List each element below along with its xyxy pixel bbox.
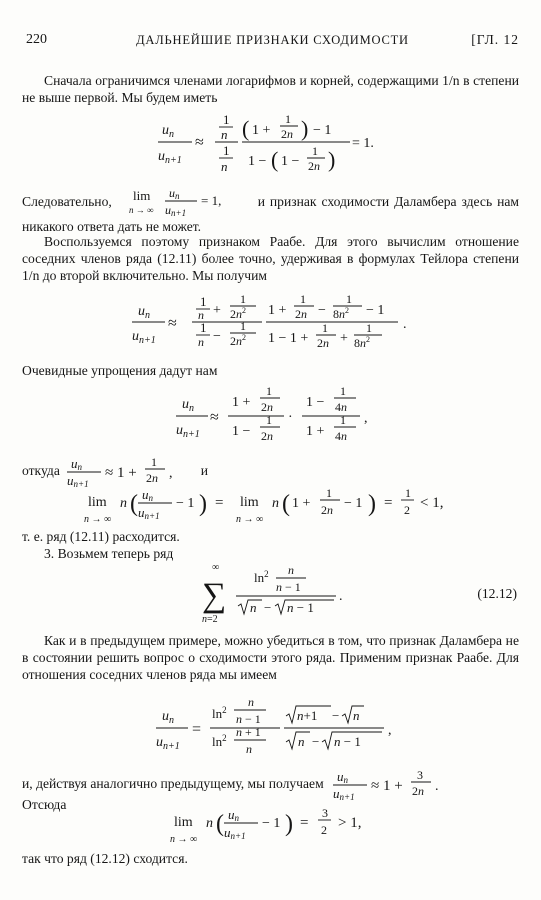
paragraph-whence-and: и [200, 463, 208, 478]
svg-text:1: 1 [405, 486, 411, 500]
svg-text:+: + [340, 331, 348, 346]
svg-text:(: ( [282, 491, 290, 517]
svg-text:1: 1 [200, 294, 207, 309]
svg-text:n: n [288, 563, 294, 577]
svg-text:un+1: $u_{n+1}$ [132, 329, 156, 346]
svg-text:un+1: $u_{n+1}$ [158, 149, 182, 166]
svg-text:≈: ≈ [195, 134, 204, 151]
svg-text:,: , [169, 466, 173, 481]
svg-text:n − 1: n − 1 [287, 600, 314, 615]
paragraph-whence [22, 455, 519, 489]
running-title: ДАЛЬНЕЙШИЕ ПРИЗНАКИ СХОДИМОСТИ [136, 33, 409, 47]
equation-ratio-first-order [0, 110, 541, 182]
svg-text:1: 1 [266, 413, 272, 427]
svg-text:≈ 1 +: ≈ 1 + [371, 778, 403, 794]
svg-text:n → ∞: n → ∞ [170, 834, 198, 845]
svg-text:un+1: $u_{n+1}$ [176, 423, 200, 440]
svg-text:−: − [312, 734, 320, 749]
svg-text:1 +: 1 + [306, 424, 325, 439]
svg-text:=: = [300, 815, 309, 831]
svg-text:n: n [250, 600, 257, 615]
svg-text:(: ( [130, 491, 138, 517]
svg-text:< 1,: < 1, [420, 495, 444, 511]
svg-text:2n: 2n [412, 784, 425, 798]
svg-text:1: 1 [366, 321, 372, 335]
paragraph-intro: Сначала ограничимся членами логарифмов и корней, содержащими 1/n в степени не выше первой. Мы будем иметь [22, 73, 519, 105]
svg-text:8n2: $8n^2$ [333, 306, 349, 321]
svg-text:1 − 1 +: 1 − 1 + [268, 331, 309, 346]
chapter-label: [ГЛ. 12 [471, 32, 519, 47]
svg-text:ln2: $\ln^2$ [254, 569, 269, 585]
svg-text:2: 2 [404, 503, 410, 517]
svg-text:n + 1: n + 1 [236, 725, 261, 739]
svg-text:un+1: un+1 [164, 203, 186, 218]
svg-text:un+1: un+1 [138, 505, 160, 521]
svg-text:2n: 2n [261, 400, 273, 414]
svg-text:n: n [221, 159, 228, 174]
svg-text:2n: 2n [308, 159, 320, 173]
svg-text:,: , [364, 411, 368, 426]
svg-text:≈: ≈ [168, 315, 177, 332]
paragraph-simplification: Очевидные упрощения дадут нам [22, 363, 218, 378]
svg-text:n → ∞: n → ∞ [236, 514, 264, 525]
svg-text:(: ( [242, 116, 250, 141]
svg-text:2n: 2n [295, 307, 307, 321]
svg-text:∑: ∑ [202, 577, 227, 614]
svg-text:1: 1 [223, 143, 230, 158]
svg-text:n: n [298, 734, 305, 749]
inline-limit-ratio [129, 188, 249, 218]
svg-text:.: . [435, 779, 439, 794]
svg-text:un+1: un+1 [224, 825, 246, 841]
svg-text:(: ( [271, 147, 279, 172]
svg-text:=: = [384, 495, 393, 511]
inline-ratio-approx [65, 455, 195, 489]
svg-text:= 1,: = 1, [200, 193, 222, 208]
svg-text:un: $u_n$ [162, 123, 174, 140]
svg-text:− 1: − 1 [176, 496, 195, 511]
svg-text:2n: 2n [261, 429, 273, 443]
svg-text:2n: 2n [321, 503, 333, 517]
svg-text:un: un [71, 456, 83, 472]
svg-text:·: · [288, 410, 293, 425]
paragraph-diverges: т. е. ряд (12.11) расходится. [22, 529, 180, 544]
svg-text:1: 1 [326, 486, 332, 500]
svg-text:ln2: $\ln^2$ [212, 733, 227, 749]
svg-text:− 1: − 1 [262, 816, 281, 831]
page-number: 220 [26, 32, 47, 47]
equation-ratio-second-order [0, 286, 541, 356]
svg-text:2: 2 [321, 823, 327, 837]
svg-text:1: 1 [340, 384, 346, 398]
svg-text:1: 1 [223, 112, 230, 127]
svg-text:n − 1: n − 1 [334, 734, 361, 749]
svg-text:2n: 2n [317, 336, 329, 350]
equation-number: (12.12) [477, 586, 517, 601]
svg-text:1: 1 [240, 292, 246, 306]
svg-text:n − 1: n − 1 [276, 580, 301, 594]
svg-text:> 1,: > 1, [338, 815, 362, 831]
paragraph-raabe: Воспользуемся поэтому признаком Раабе. Для этого вычислим отношение соседних членов ряда (12.11) более точно, удерживая в формулах Тейлора степени 1/n до второй включительно. Мы получим [22, 234, 519, 283]
paragraph-whence-lead: откуда [22, 463, 60, 478]
svg-text:= 1.: = 1. [352, 136, 374, 151]
svg-text:1: 1 [346, 292, 352, 306]
paragraph-hence: Отсюда [22, 797, 67, 812]
svg-text:n: n [206, 816, 213, 831]
svg-text:un+1: $u_{n+1}$ [156, 735, 180, 752]
paragraph-converges: так что ряд (12.12) сходится. [22, 851, 188, 866]
svg-text:2n2: $2n^2$ [230, 333, 246, 348]
svg-text:lim: lim [88, 495, 107, 510]
svg-text:1 −: 1 − [281, 154, 300, 169]
svg-text:1: 1 [285, 112, 291, 126]
svg-text:−: − [213, 329, 221, 344]
svg-text:): ) [368, 491, 376, 517]
svg-text:1: 1 [240, 319, 246, 333]
paragraph-example-3: 3. Возьмем теперь ряд [44, 546, 174, 561]
running-header [26, 32, 519, 50]
svg-text:n − 1: n − 1 [236, 712, 261, 726]
svg-text:1 −: 1 − [232, 424, 251, 439]
equation-raabe-limit [0, 486, 541, 530]
svg-text:n: n [221, 127, 228, 142]
svg-text:un: $u_n$ [138, 304, 150, 321]
svg-text:=: = [192, 721, 202, 738]
svg-text:4n: 4n [335, 429, 347, 443]
svg-text:n: n [198, 308, 204, 322]
svg-text:− 1: − 1 [344, 496, 363, 511]
svg-text:un+1: un+1 [333, 786, 355, 802]
svg-text:4n: 4n [335, 400, 347, 414]
svg-text:n=2: n=2 [202, 614, 218, 625]
svg-text:n+1: n+1 [297, 708, 318, 723]
svg-text:1 +: 1 + [252, 123, 271, 138]
svg-text:2n: 2n [146, 471, 159, 485]
svg-text:n: n [353, 708, 360, 723]
svg-text:8n2: $8n^2$ [354, 335, 370, 350]
svg-text:2n2: $2n^2$ [230, 306, 246, 321]
svg-text:n: n [120, 496, 127, 511]
svg-text:.: . [403, 317, 407, 332]
svg-text:=: = [215, 495, 224, 511]
svg-text:≈: ≈ [210, 409, 219, 426]
svg-text:1 −: 1 − [306, 395, 325, 410]
svg-text:): ) [285, 811, 293, 837]
svg-text:3: 3 [322, 806, 328, 820]
svg-text:1: 1 [151, 455, 158, 469]
svg-text:1: 1 [322, 321, 328, 335]
svg-text:n: n [246, 742, 252, 756]
svg-text:−: − [264, 600, 272, 615]
svg-text:.: . [339, 589, 343, 604]
svg-text:≈ 1 +: ≈ 1 + [105, 465, 137, 481]
svg-text:lim: lim [240, 495, 259, 510]
svg-text:1: 1 [340, 413, 346, 427]
svg-text:1: 1 [300, 292, 306, 306]
svg-text:−: − [318, 303, 326, 318]
svg-text:1: 1 [200, 320, 207, 335]
paragraph-dalembert-lead: Следовательно, [22, 194, 112, 209]
svg-text:1: 1 [312, 144, 318, 158]
svg-text:1 +: 1 + [268, 303, 287, 318]
svg-text:n → ∞: n → ∞ [128, 205, 154, 215]
svg-text:n → ∞: n → ∞ [84, 514, 112, 525]
svg-text:ln2: $\ln^2$ [212, 705, 227, 721]
svg-text:−: − [332, 708, 340, 723]
svg-text:1: 1 [266, 384, 272, 398]
svg-text:lim: lim [174, 815, 193, 830]
equation-ratio-12-12 [0, 690, 541, 762]
svg-text:1 +: 1 + [232, 395, 251, 410]
svg-text:un: $u_n$ [162, 709, 174, 726]
svg-text:− 1: − 1 [313, 123, 332, 138]
paragraph-dalembert [22, 188, 519, 235]
svg-text:− 1: − 1 [366, 303, 385, 318]
equation-final-limit [0, 806, 541, 850]
svg-text:lim: lim [132, 188, 151, 203]
equation-simplified-ratio [0, 378, 541, 450]
svg-text:n: n [272, 496, 279, 511]
svg-text:3: 3 [417, 768, 424, 782]
svg-text:(: ( [216, 811, 224, 837]
equation-series-12-12 [0, 562, 541, 628]
svg-text:+: + [213, 303, 221, 318]
svg-text:): ) [301, 116, 309, 141]
svg-text:un: un [142, 487, 153, 503]
svg-text:1 −: 1 − [248, 154, 267, 169]
svg-text:): ) [328, 147, 336, 172]
svg-text:un+1: un+1 [67, 473, 89, 489]
svg-text:2n: 2n [281, 127, 293, 141]
paragraph-analogous-lead: и, действуя аналогично предыдущему, мы получаем [22, 776, 324, 791]
svg-text:un: un [337, 769, 349, 785]
svg-text:): ) [199, 491, 207, 517]
svg-text:n: n [198, 335, 204, 349]
paragraph-dalembert-rest: и признак сходимости Даламбера здесь нам никакого ответа дать не может. [22, 194, 520, 234]
svg-text:un: $u_n$ [182, 397, 194, 414]
paragraph-raabe-applied: Как и в предыдущем примере, можно убедиться в том, что признак Даламбера не в состоянии решить вопрос о сходимости этого ряда. Применим признак Раабе. Для отношения соседних членов ряда мы имеем [22, 633, 519, 682]
svg-text:un: un [168, 188, 180, 201]
svg-text:,: , [388, 723, 392, 738]
svg-text:un: un [228, 807, 239, 823]
svg-text:n: n [248, 695, 254, 709]
svg-text:∞: ∞ [212, 562, 220, 573]
svg-text:1 +: 1 + [292, 496, 311, 511]
